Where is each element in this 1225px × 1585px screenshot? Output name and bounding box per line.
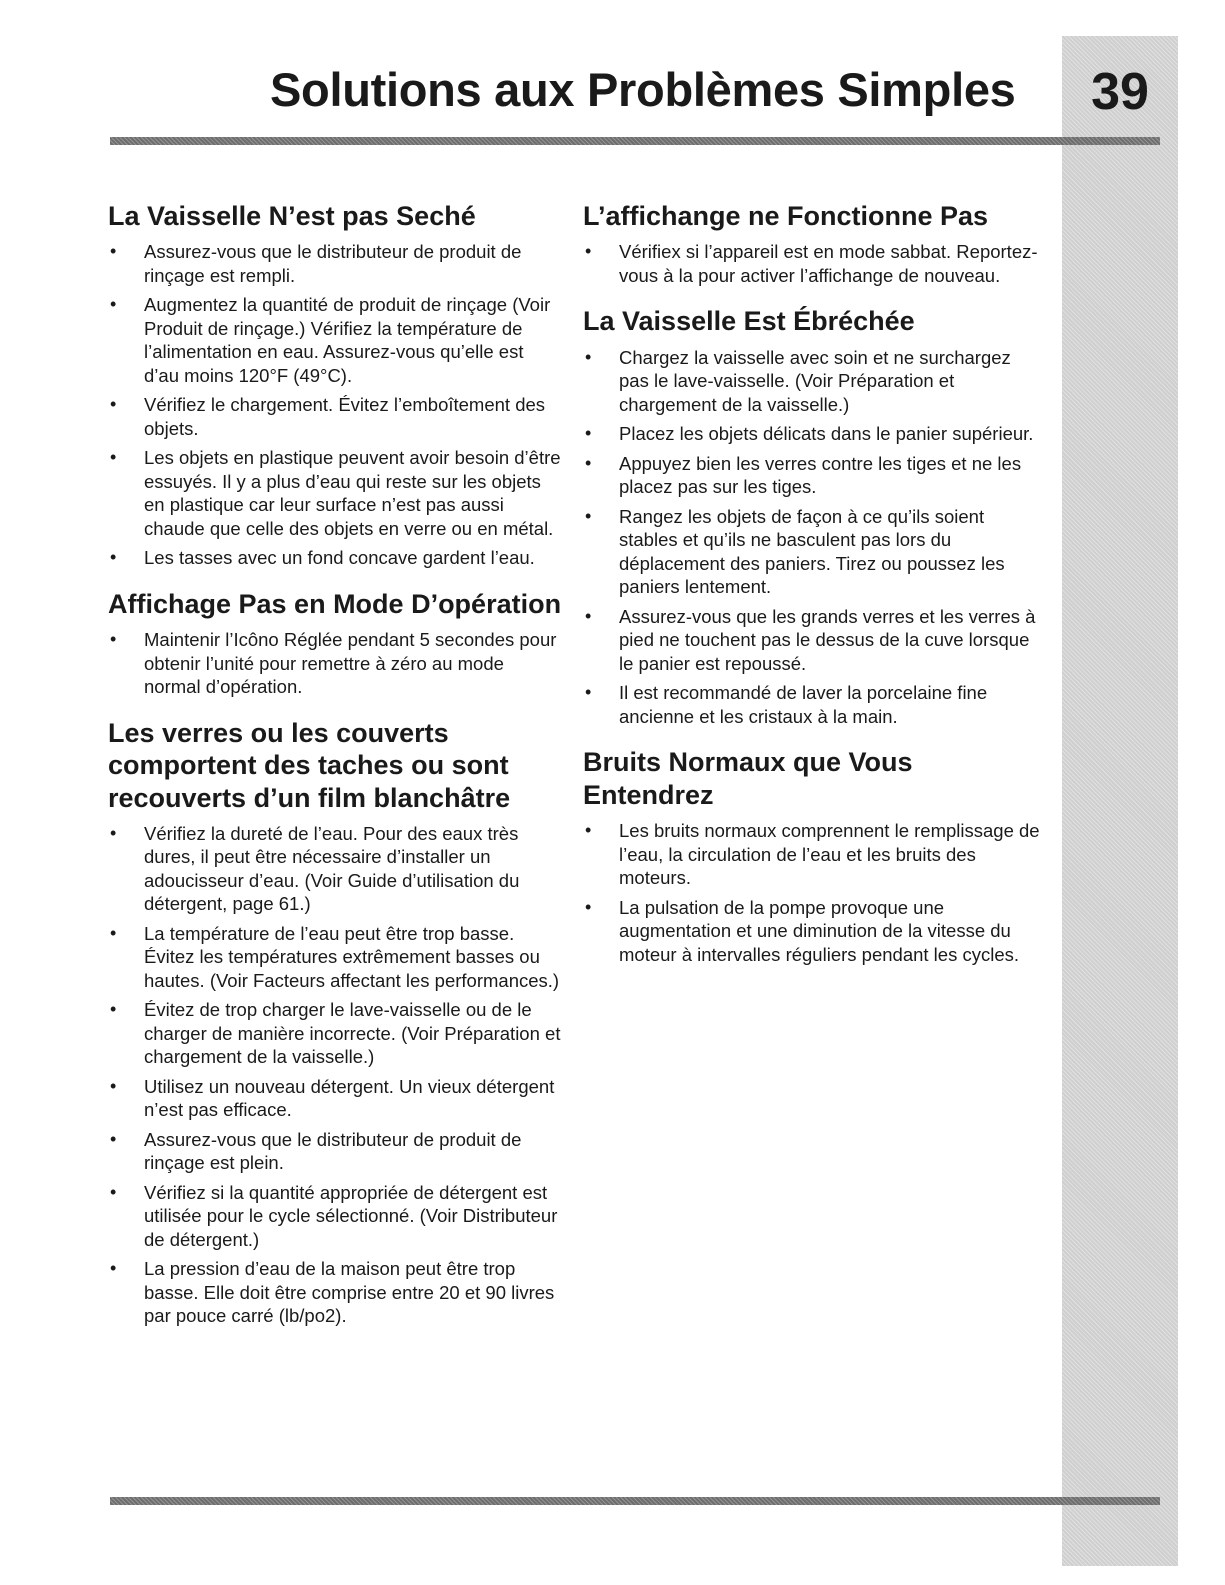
- list-item: [108, 446, 563, 540]
- list-item: [108, 922, 563, 993]
- list-item-text: Les objets en plastique peuvent avoir besoin d’être essuyés. Il y a plus d’eau qui reste sur les objets en plastique car leur surface n’est pas aussi chaude que celle des objets en verre ou en métal.: [144, 447, 561, 539]
- list-item-text: Rangez les objets de façon à ce qu’ils soient stables et qu’ils ne basculent pas lors du déplacement des paniers. Tirez ou poussez les paniers lentement.: [619, 505, 1005, 598]
- bullet-icon: •: [110, 999, 117, 1020]
- bullet-icon: •: [585, 346, 592, 367]
- bullet-icon: •: [110, 294, 117, 315]
- list-item-text: Les tasses avec un fond concave gardent l’eau.: [144, 547, 535, 569]
- bullet-icon: •: [585, 241, 592, 262]
- list-item: [108, 1075, 563, 1122]
- bullet-icon: •: [585, 682, 592, 703]
- list-item-text: Les bruits normaux comprennent le remplissage de l’eau, la circulation de l’eau et les bruits des moteurs.: [619, 820, 1040, 889]
- section-heading: Les verres ou les couverts comportent des taches ou sont recouverts d’un film blanchâtre: [108, 717, 511, 813]
- bullet-icon: •: [110, 1075, 117, 1096]
- list-item-text: Vérifiez le chargement. Évitez l’emboîtement des objets.: [144, 394, 546, 439]
- list-item: [583, 346, 1043, 417]
- list-item: [108, 293, 563, 387]
- page-title: Solutions aux Problèmes Simples: [270, 63, 1016, 116]
- bullet-icon: •: [110, 547, 117, 568]
- bullet-icon: •: [110, 822, 117, 843]
- list-item-text: Vérifiez si la quantité appropriée de détergent est utilisée pour le cycle sélectionné. (Voir Distributeur de détergent.): [144, 1181, 558, 1250]
- list-item-text: Utilisez un nouveau détergent. Un vieux détergent n’est pas efficace.: [144, 1075, 555, 1121]
- list-item: [583, 505, 1043, 599]
- list-item: [108, 393, 563, 440]
- bullet-icon: •: [585, 605, 592, 626]
- list-item-text: Vérifiez la dureté de l’eau. Pour des eaux très dures, il peut être nécessaire d’installer un adoucisseur d’eau. (Voir Guide d’utilisation du détergent, page 61.): [144, 822, 520, 915]
- page-number: 39: [1091, 63, 1149, 121]
- list-item-text: Assurez-vous que le distributeur de produit de rinçage est rempli.: [144, 241, 522, 286]
- list-item-text: La température de l’eau peut être trop basse. Évitez les températures extrêmement basses ou hautes. (Voir Facteurs affectant les performances.): [144, 922, 560, 991]
- list-item-text: Chargez la vaisselle avec soin et ne surchargez pas le lave-vaisselle. (Voir Préparation et chargement de la vaisselle.): [619, 346, 1011, 415]
- list-item: [108, 1257, 563, 1328]
- list-item: [583, 422, 1043, 446]
- bullet-icon: •: [110, 447, 117, 468]
- bullet-icon: •: [110, 629, 117, 650]
- left-column: [108, 200, 563, 1334]
- list-item-text: La pression d’eau de la maison peut être trop basse. Elle doit être comprise entre 20 et 90 livres par pouce carré (lb/po2).: [144, 1258, 555, 1327]
- list-item-text: Placez les objets délicats dans le panier supérieur.: [619, 423, 1034, 445]
- list-item: [583, 896, 1043, 967]
- list-item-text: Vérifiex si l’appareil est en mode sabbat. Reportez-vous à la pour activer l’affichange de nouveau.: [619, 241, 1038, 286]
- list-item: [108, 822, 563, 916]
- bullet-icon: •: [585, 423, 592, 444]
- bullet-icon: •: [110, 241, 117, 262]
- bullet-icon: •: [585, 452, 592, 473]
- bullet-icon: •: [585, 896, 592, 917]
- bullet-icon: •: [110, 1181, 117, 1202]
- bullet-list: [108, 628, 563, 699]
- list-item: [108, 998, 563, 1069]
- list-item: [108, 1128, 563, 1175]
- section-affichange-ne-fonctionne-pas: [583, 200, 1043, 287]
- list-item: [108, 546, 563, 570]
- list-item: [583, 240, 1043, 287]
- bullet-icon: •: [110, 1258, 117, 1279]
- section-heading: Affichage Pas en Mode D’opération: [108, 588, 562, 619]
- section-verres-taches: [108, 717, 563, 1328]
- list-item: [108, 628, 563, 699]
- list-item-text: Assurez-vous que le distributeur de produit de rinçage est plein.: [144, 1128, 522, 1174]
- section-vaisselle-ebrechee: [583, 305, 1043, 728]
- list-item-text: Appuyez bien les verres contre les tiges et ne les placez pas sur les tiges.: [619, 452, 1022, 498]
- page-side-tab: [1062, 36, 1178, 1566]
- bullet-list: [108, 822, 563, 1328]
- bullet-list: [583, 819, 1043, 966]
- list-item: [583, 452, 1043, 499]
- bottom-divider: [110, 1497, 1160, 1505]
- bullet-icon: •: [110, 394, 117, 415]
- list-item: [583, 681, 1043, 728]
- section-heading: L’affichange ne Fonctionne Pas: [583, 201, 989, 231]
- list-item-text: Augmentez la quantité de produit de rinçage (Voir Produit de rinçage.) Vérifiez la température de l’alimentation en eau. Assurez-vous qu’elle est d’au moins 120°F (49°C).: [144, 294, 551, 386]
- bullet-list: [583, 240, 1043, 287]
- bullet-icon: •: [585, 820, 592, 841]
- section-heading: La Vaisselle Est Ébréchée: [583, 306, 915, 337]
- bullet-icon: •: [110, 1128, 117, 1149]
- bullet-icon: •: [585, 505, 592, 526]
- right-column: [583, 200, 1043, 972]
- list-item-text: Évitez de trop charger le lave-vaisselle ou de le charger de manière incorrecte. (Voir Préparation et chargement de la vaisselle.): [144, 999, 561, 1068]
- section-affichage-pas-en-mode: [108, 588, 563, 699]
- list-item-text: Assurez-vous que les grands verres et les verres à pied ne touchent pas le dessus de la cuve lorsque le panier est repoussé.: [619, 605, 1036, 674]
- list-item: [108, 240, 563, 287]
- list-item: [583, 819, 1043, 890]
- section-heading: La Vaisselle N’est pas Seché: [108, 201, 476, 231]
- list-item-text: Maintenir l’Icôno Réglée pendant 5 secondes pour obtenir l’unité pour remettre à zéro au mode normal d’opération.: [144, 629, 557, 698]
- list-item: [583, 605, 1043, 676]
- bullet-list: [583, 346, 1043, 729]
- bullet-icon: •: [110, 922, 117, 943]
- list-item-text: Il est recommandé de laver la porcelaine fine ancienne et les cristaux à la main.: [619, 682, 988, 727]
- top-divider: [110, 137, 1160, 145]
- section-bruits-normaux: [583, 746, 1043, 966]
- list-item-text: La pulsation de la pompe provoque une augmentation et une diminution de la vitesse du moteur à intervalles réguliers pendant les cycles.: [619, 896, 1019, 965]
- section-heading: Bruits Normaux que Vous Entendrez: [583, 747, 913, 810]
- list-item: [108, 1181, 563, 1252]
- bullet-list: [108, 240, 563, 570]
- section-vaisselle-pas-seche: [108, 200, 563, 570]
